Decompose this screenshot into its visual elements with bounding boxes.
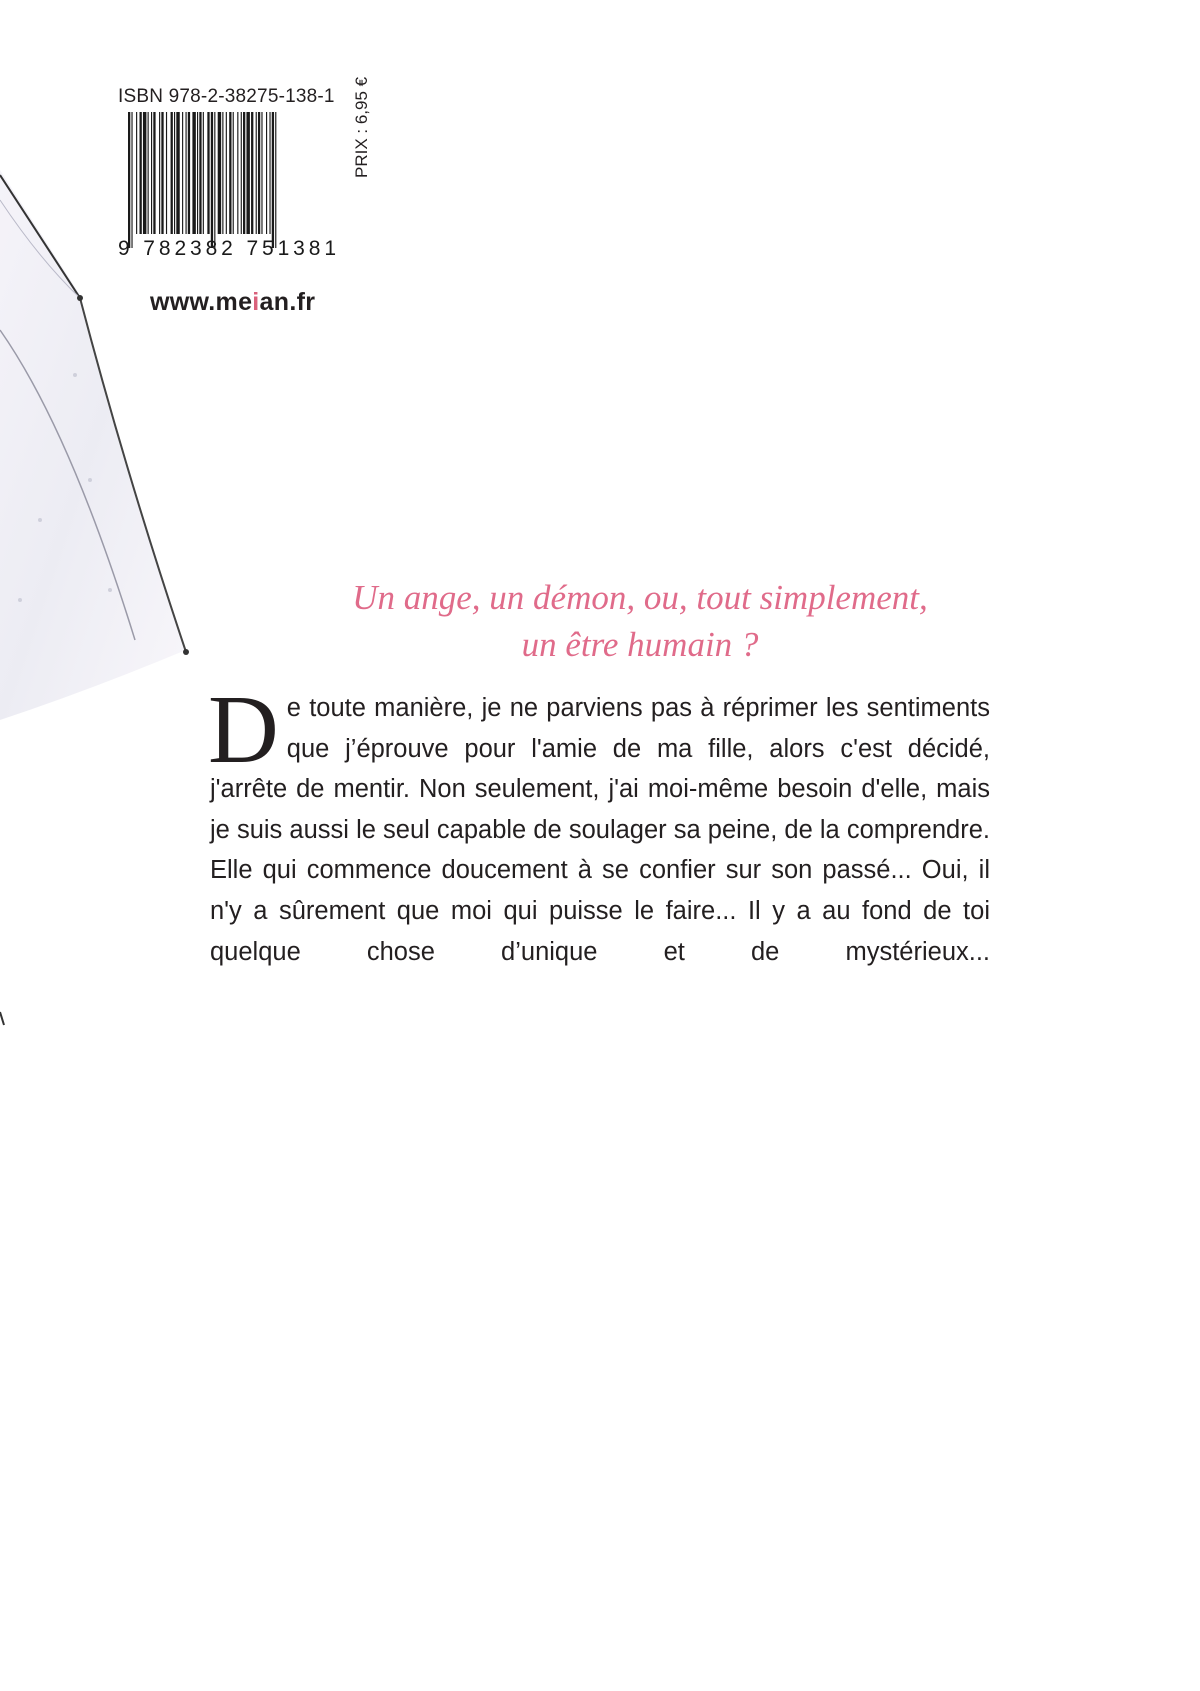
barcode bbox=[118, 112, 343, 272]
barcode-bar bbox=[161, 112, 163, 234]
barcode-bar bbox=[207, 112, 209, 234]
website-url[interactable] bbox=[150, 288, 315, 317]
barcode-bar bbox=[266, 112, 267, 234]
barcode-bar bbox=[186, 112, 187, 234]
price-label: PRIX : 6,95 € bbox=[352, 76, 371, 178]
barcode-bar bbox=[136, 112, 137, 234]
barcode-bar bbox=[197, 112, 198, 234]
barcode-bar bbox=[140, 112, 142, 234]
barcode-bar bbox=[226, 112, 227, 234]
barcode-bar bbox=[258, 112, 260, 234]
barcode-bar bbox=[261, 112, 262, 234]
website-prefix: www.me bbox=[150, 288, 253, 316]
barcode-bar bbox=[151, 112, 152, 234]
drop-cap: D bbox=[208, 676, 279, 784]
barcode-bar bbox=[218, 112, 221, 234]
barcode-bar bbox=[214, 112, 215, 248]
barcode-bar bbox=[203, 112, 204, 234]
barcode-bar bbox=[251, 112, 253, 234]
barcode-bar bbox=[143, 112, 146, 234]
barcode-bar bbox=[243, 112, 245, 234]
summary-text: e toute manière, je ne parviens pas à réprimer les sentiments que j’éprouve pour l'amie de ma fille, alors c'est décidé, j'arrête de mentir. Non seulement, j'ai moi-même besoin d'elle, mais je suis aussi le seul capable de soulager sa peine, de la comprendre. Elle qui commence doucement à se confier sur son passé... Oui, il n'y a sûrement que moi qui puisse le faire... Il y a au fond de toi quelque chose d’unique et de mystérieux... bbox=[210, 694, 990, 966]
barcode-bar bbox=[246, 112, 249, 234]
barcode-bar bbox=[176, 112, 179, 234]
barcode-bar bbox=[192, 112, 195, 234]
barcode-bar bbox=[256, 112, 257, 234]
barcode-bar bbox=[182, 112, 183, 234]
barcode-bar bbox=[128, 112, 130, 248]
website-suffix: an.fr bbox=[259, 288, 316, 316]
barcode-bar bbox=[269, 112, 270, 234]
tagline-line-2: un être humain ? bbox=[521, 625, 759, 664]
tagline bbox=[240, 574, 1040, 668]
barcode-bar bbox=[174, 112, 175, 234]
isbn-label: ISBN 978-2-38275-138-1 bbox=[118, 86, 335, 107]
barcode-bar bbox=[166, 112, 167, 234]
barcode-bar bbox=[153, 112, 155, 234]
barcode-bar bbox=[222, 112, 223, 234]
tagline-line-1: Un ange, un démon, ou, tout simplement, bbox=[352, 578, 928, 617]
barcode-bar bbox=[233, 112, 234, 234]
barcode-bar bbox=[131, 112, 132, 248]
barcode-bar bbox=[159, 112, 160, 234]
barcode-bar bbox=[275, 112, 276, 248]
barcode-digits: 9 782382 751381 bbox=[118, 237, 336, 260]
barcode-bar bbox=[241, 112, 242, 234]
barcode-bar bbox=[272, 112, 274, 248]
barcode-bar bbox=[171, 112, 173, 234]
barcode-bar bbox=[199, 112, 201, 234]
barcode-block bbox=[118, 80, 378, 280]
barcode-bar bbox=[237, 112, 238, 234]
barcode-bar bbox=[229, 112, 231, 234]
barcode-bar bbox=[148, 112, 149, 234]
barcode-bar bbox=[188, 112, 190, 234]
website-accent: i bbox=[252, 288, 260, 316]
barcode-bar bbox=[211, 112, 213, 248]
summary-paragraph bbox=[208, 676, 990, 972]
